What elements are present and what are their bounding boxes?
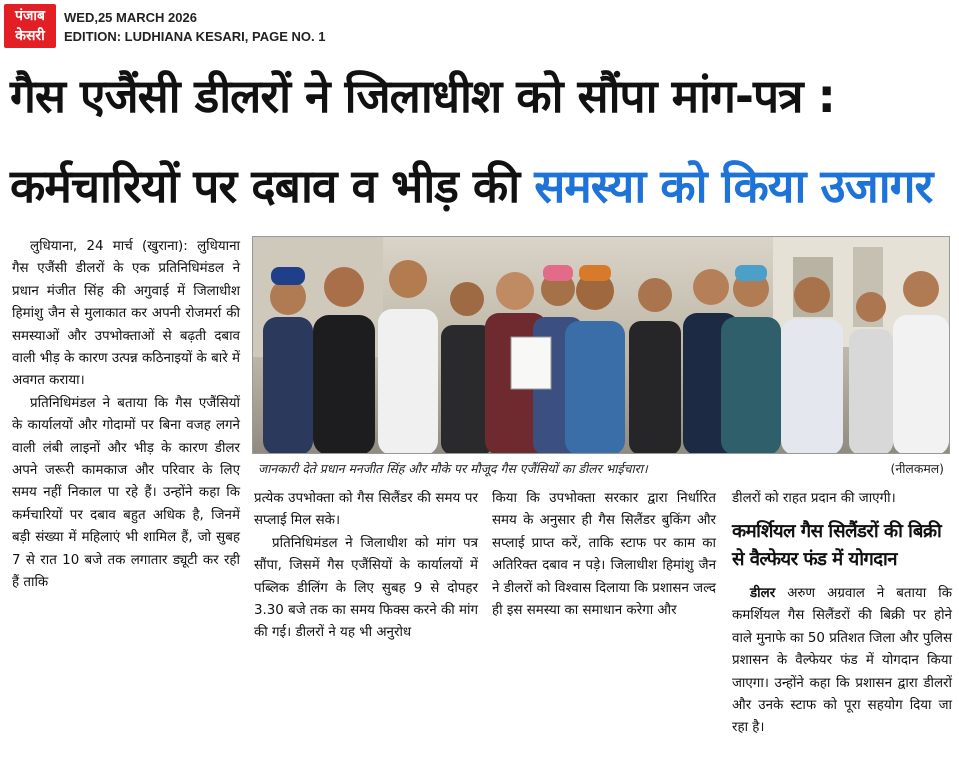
photo-caption	[258, 460, 950, 478]
article-photo	[252, 236, 950, 454]
edition-meta	[64, 8, 325, 46]
newspaper-logo	[4, 4, 56, 48]
sub-heading: कमर्शियल गैस सिलैंडरों की बिक्री से वैल्फेयर फंड में योगदान	[732, 521, 942, 570]
article-paragraph: प्रत्येक उपभोक्ता को गैस सिलैंडर की समय पर सप्लाई मिल सके।	[254, 491, 478, 529]
article-column-4	[732, 488, 952, 510]
logo-line-2: केसरी	[15, 28, 45, 44]
group-photo-illustration	[253, 237, 950, 454]
headline-line-2-part-1: कर्मचारियों पर दबाव व भीड़ की	[10, 159, 535, 213]
edition-info: EDITION: LUDHIANA KESARI, PAGE NO. 1	[64, 29, 326, 44]
article-paragraph: किया कि उपभोक्ता सरकार द्वारा निर्धारित समय के अनुसार ही गैस सिलैंडर बुकिंग और सप्लाई प्राप्त करें, ताकि स्टाफ पर काम का अतिरिक्त दबाव न पड़े। जिलाधीश हिमांशु जैन ने डीलरों को विश्वास दिलाया कि प्रशासन जल्द ही इस समस्या का समाधान करेगा और	[492, 491, 716, 619]
photo-credit: (नीलकमल)	[890, 461, 944, 476]
article-paragraph: अरुण अग्रवाल ने बताया कि कमर्शियल गैस सिलैंडरों की बिक्री पर होने वाले मुनाफे का 50 प्रतिशत जिला और पुलिस प्रशासन के वैल्फेयर फंड में योगदान किया जाएगा। उन्होंने कहा कि प्रशासन द्वारा डीलरों और उनके स्टाफ को पूरा सहयोग दिया जा रहा है।	[732, 586, 952, 736]
edition-date: WED,25 MARCH 2026	[64, 10, 197, 25]
headline-highlight: समस्या को किया उजागर	[534, 159, 933, 213]
article-paragraph: प्रतिनिधिमंडल ने बताया कि गैस एजैंसियों के कार्यालयों और गोदामों पर बिना वजह लगने वाली लंबी लाइनों और भीड़ के कारण डीलर अपने जरूरी कामकाज और परिवार के लिए समय नहीं निकाल पा रहे हैं। उन्होंने कहा कि कर्मचारियों पर दबाव बहुत अधिक है, जिनमें बड़ी संख्या में महिलाएं भी शामिल हैं, जो सुबह 7 से रात 10 बजे तक लगातार ड्यूटी कर रही हैं ताकि	[12, 395, 240, 591]
article-paragraph: लुधियाना गैस एजैंसी डीलरों के एक प्रतिनिधिमंडल ने प्रधान मंजीत सिंह की अगुवाई में जिलाधीश हिमांशु जैन से मुलाकात कर अपनी रोजमर्रा की समस्याओं और उपभोक्ताओं से बढ़ती दबाव वाली भीड़ के कारण उत्पन्न कठिनाइयों के बारे में अवगत कराया।	[12, 239, 240, 389]
article-column-3	[492, 488, 716, 622]
article-column-4-continued	[732, 583, 952, 740]
article-paragraph: प्रतिनिधिमंडल ने जिलाधीश को मांग पत्र सौंपा, जिसमें गैस एजैंसियों के कार्यालयों में पब्लिक डीलिंग के लिए सुबह 9 से दोपहर 3.30 बजे तक का समय फिक्स करने की मांग की गई। डीलरों ने यह भी अनुरोध	[254, 535, 478, 641]
article-paragraph: डीलरों को राहत प्रदान की जाएगी।	[732, 491, 896, 506]
paragraph-lead: डीलर	[750, 586, 776, 601]
logo-line-1: पंजाब	[15, 8, 45, 24]
photo-caption-text: जानकारी देते प्रधान मनजीत सिंह और मौके पर मौजूद गैस एजैंसियों का डीलर भाईचारा।	[258, 461, 648, 476]
article-dateline: लुधियाना, 24 मार्च (खुराना):	[30, 239, 188, 254]
headline-line-2	[10, 148, 955, 224]
article-column-1	[12, 236, 240, 595]
page-header	[0, 0, 959, 52]
headline-line-1: गैस एजैंसी डीलरों ने जिलाधीश को सौंपा मांग-पत्र :	[10, 69, 835, 123]
article-column-2	[254, 488, 478, 645]
